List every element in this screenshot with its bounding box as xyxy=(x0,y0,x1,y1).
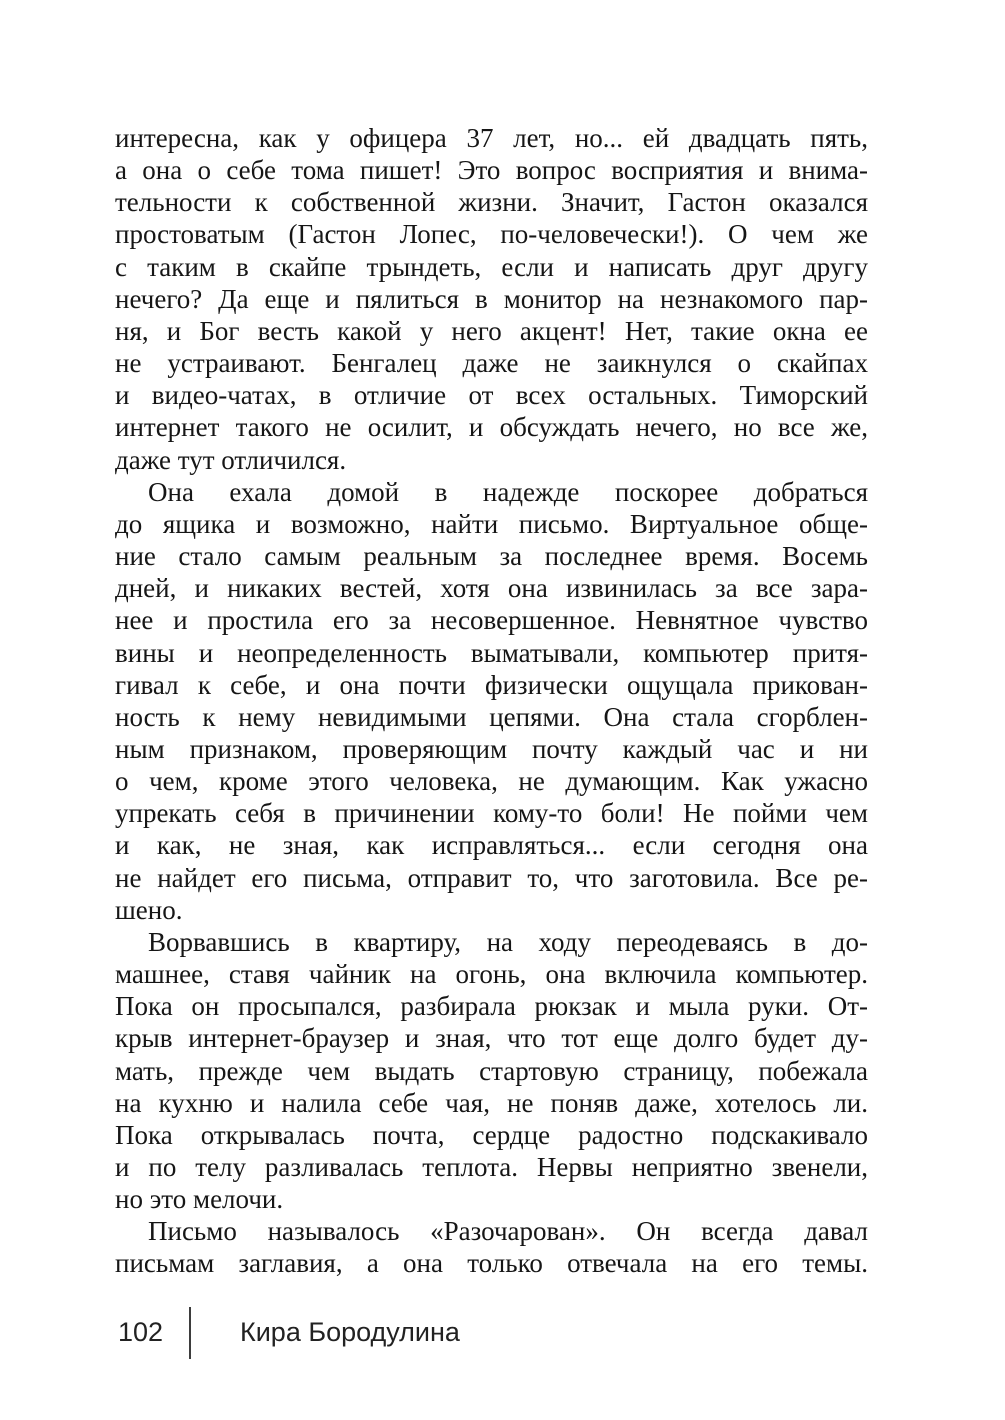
text-block xyxy=(115,122,868,1280)
text-line: на кухню и налила себе чая, не поняв даже, хотелось ли. xyxy=(115,1087,868,1118)
text-line: Пока открывалась почта, сердце радостно подскакивало xyxy=(115,1119,868,1150)
text-line: интернет такого не осилит, и обсуждать нечего, но все же, xyxy=(115,412,868,443)
text-line: гивал к себе, и она почти физически ощущала прикован- xyxy=(115,669,868,700)
text-line: но это мелочи. xyxy=(115,1184,284,1215)
text-line: и как, не зная, как исправляться... если сегодня она xyxy=(115,830,868,861)
footer-divider xyxy=(189,1307,191,1359)
text-line: с таким в скайпе трындеть, если и написать друг другу xyxy=(115,251,868,282)
text-line: мать, прежде чем выдать стартовую страницу, побежала xyxy=(115,1055,868,1086)
page-number: 102 xyxy=(118,1317,164,1347)
text-line: ность к нему невидимыми цепями. Она стала сгорблен- xyxy=(115,701,868,732)
text-line: тельности к собственной жизни. Значит, Гастон оказался xyxy=(115,187,868,218)
text-line: нее и простила его за несовершенное. Невнятное чувство xyxy=(115,605,868,636)
text-line: ня, и Бог весть какой у него акцент! Нет, такие окна ее xyxy=(115,315,868,346)
text-line: ние стало самым реальным за последнее время. Восемь xyxy=(115,541,868,572)
text-line: Ворвавшись в квартиру, на ходу переодеваясь в до- xyxy=(148,926,868,957)
text-line: шено. xyxy=(115,894,183,925)
text-line: ным признаком, проверяющим почту каждый час и ни xyxy=(115,733,868,764)
text-line: и видео-чатах, в отличие от всех остальных. Тиморский xyxy=(115,380,868,411)
text-line: интересна, как у офицера 37 лет, но... ей двадцать пять, xyxy=(115,123,868,153)
text-line: простоватым (Гастон Лопес, по-человечески!). О чем же xyxy=(115,219,868,250)
text-line: письмам заглавия, а она только отвечала на его темы. xyxy=(115,1248,868,1279)
text-line: не устраивают. Бенгалец даже не заикнулся о скайпах xyxy=(115,348,868,379)
text-line: нечего? Да еще и пялиться в монитор на незнакомого пар- xyxy=(115,283,868,314)
text-line: Пока он просыпался, разбирала рюкзак и мыла руки. От- xyxy=(115,991,868,1022)
text-line: а она о себе тома пишет! Это вопрос восприятия и внима- xyxy=(115,155,868,186)
text-line: не найдет его письма, отправит то, что заготовила. Все ре- xyxy=(115,862,868,893)
text-line: о чем, кроме этого человека, не думающим. Как ужасно xyxy=(115,766,868,797)
text-line: даже тут отличился. xyxy=(115,444,347,475)
text-line: Письмо называлось «Разочарован». Он всегда давал xyxy=(148,1216,868,1247)
text-line: и по телу разливалась теплота. Нервы неприятно звенели, xyxy=(115,1152,868,1182)
text-line: крыв интернет-браузер и зная, что тот еще долго будет ду- xyxy=(115,1023,868,1054)
text-line: вины и неопределенность выматывали, компьютер притя- xyxy=(115,637,868,668)
text-line: машнее, ставя чайник на огонь, она включила компьютер. xyxy=(115,959,868,990)
text-line: дней, и никаких вестей, хотя она извинилась за все зара- xyxy=(115,573,868,604)
text-line: упрекать себя в причинении кому-то боли! Не пойми чем xyxy=(115,798,868,829)
text-line: до ящика и возможно, найти письмо. Виртуальное обще- xyxy=(115,508,868,539)
text-line: Она ехала домой в надежде поскорее добраться xyxy=(148,476,868,507)
author-name: Кира Бородулина xyxy=(240,1317,460,1347)
